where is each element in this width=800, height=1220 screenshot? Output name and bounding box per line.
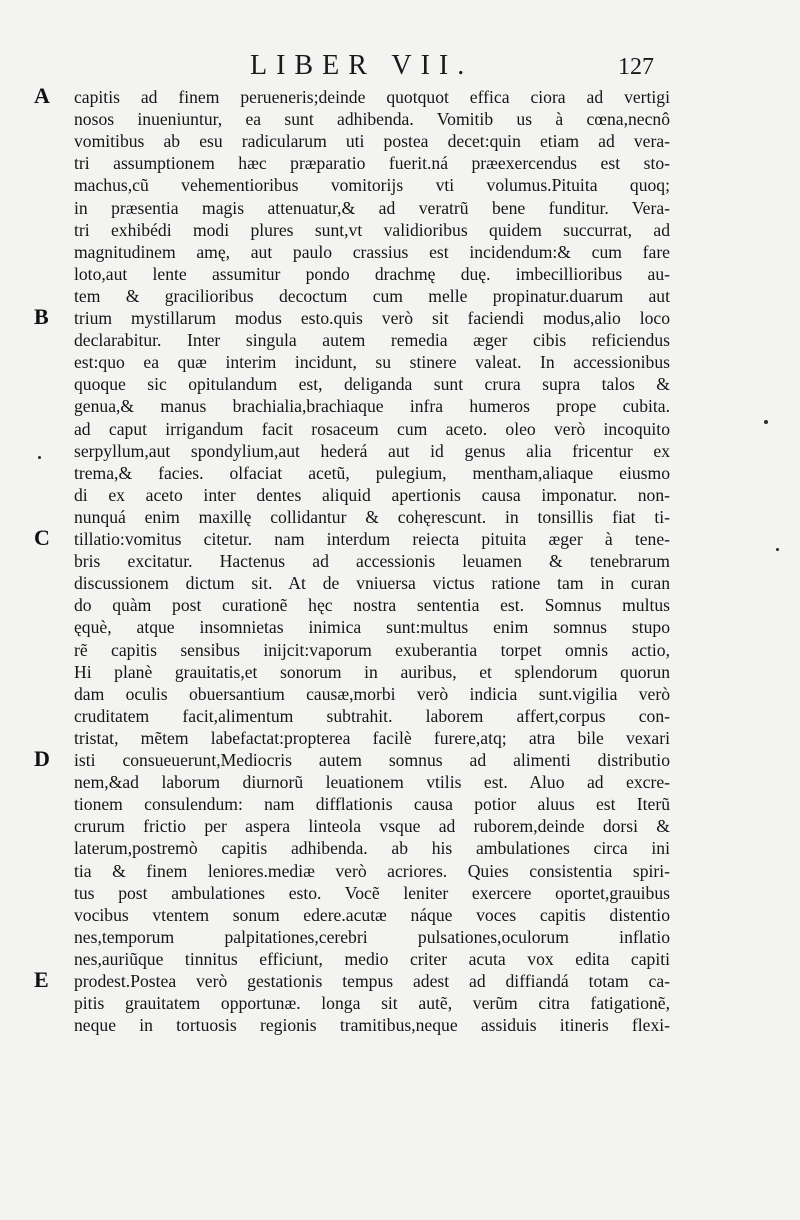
text-line (0, 285, 800, 307)
text-line (0, 661, 800, 683)
text-line (0, 904, 800, 926)
text-line (0, 926, 800, 948)
line-text: genua,& manus brachialia,brachiaque infra humeros prope cubita. (74, 396, 670, 416)
text-line (0, 639, 800, 661)
text-line (0, 705, 800, 727)
text-line (0, 108, 800, 130)
text-line (0, 771, 800, 793)
line-text: est:quo ea quæ interim incidunt, su stinere valeat. In accessionibus (74, 352, 670, 372)
line-text: ęquè, atque insomnietas inimica sunt:multus enim somnus stupo (74, 617, 670, 637)
line-text: tri exhibédi modi plures sunt,vt validioribus quidem succurrat, ad (74, 220, 670, 240)
text-line (0, 727, 800, 749)
text-line (0, 683, 800, 705)
text-line (0, 948, 800, 970)
text-line (0, 815, 800, 837)
text-line (0, 616, 800, 638)
text-line (0, 837, 800, 859)
text-line (0, 329, 800, 351)
line-text: bris excitatur. Hactenus ad accessionis leuamen & tenebrarum (74, 551, 670, 571)
line-text: discussionem dictum sit. At de vniuersa victus ratione tam in curan (74, 573, 670, 593)
line-text: capitis ad finem perueneris;deinde quotquot effica ciora ad vertigi (74, 87, 670, 107)
line-text: di ex aceto inter dentes aliquid apertionis causa imponatur. non- (74, 485, 670, 505)
text-line (0, 746, 800, 771)
ink-speck (38, 456, 41, 459)
line-text: nunquá enim maxillę collidantur & cohęrescunt. in tonsillis fiat ti- (74, 507, 670, 527)
ink-speck (764, 420, 768, 424)
line-text: tus post ambulationes esto. Vocẽ leniter exercere oportet,grauibus (74, 883, 670, 903)
line-text: tillatio:vomitus citetur. nam interdum reiecta pituita æger à tene- (74, 529, 670, 549)
line-text: vomitibus ab esu radicularum uti postea decet:quin etiam ad vera- (74, 131, 670, 151)
line-text: declarabitur. Inter singula autem remedia æger cibis reficiendus (74, 330, 670, 350)
line-text: prodest.Postea verò gestationis tempus adest ad diffiandá totam ca- (74, 971, 670, 991)
text-line (0, 484, 800, 506)
text-line (0, 130, 800, 152)
text-line (0, 152, 800, 174)
page-header (0, 44, 800, 84)
text-line (0, 174, 800, 196)
margin-section-letter: C (34, 525, 50, 550)
margin-section-letter: B (34, 304, 49, 329)
line-text: pitis grauitatem opportunæ. longa sit autẽ, verũm citra fatigationẽ, (74, 993, 670, 1013)
line-text: rẽ capitis sensibus inijcit:vaporum exuberantia torpet omnis actio, (74, 640, 670, 660)
line-text: ad caput irrigandum facit rosaceum cum aceto. oleo verò incoquito (74, 419, 670, 439)
text-line (0, 241, 800, 263)
line-text: dam oculis obuersantium causæ,morbi verò indicia sunt.vigilia verò (74, 684, 670, 704)
text-line (0, 219, 800, 241)
text-line (0, 525, 800, 550)
line-text: isti consueuerunt,Mediocris autem somnus ad alimenti distributio (74, 750, 670, 770)
line-text: vocibus vtentem sonum edere.acutæ náque voces capitis distentio (74, 905, 670, 925)
text-line (0, 550, 800, 572)
text-line (0, 462, 800, 484)
text-line (0, 967, 800, 992)
line-text: tionem consulendum: nam difflationis causa potior aluus est Iterũ (74, 794, 670, 814)
text-line (0, 572, 800, 594)
text-line (0, 263, 800, 285)
line-text: tia & finem leniores.mediæ verò acriores. Quies consistentia spiri- (74, 861, 670, 881)
text-line (0, 440, 800, 462)
margin-section-letter: D (34, 746, 50, 771)
text-line (0, 1014, 800, 1036)
text-line (0, 793, 800, 815)
margin-section-letter: E (34, 967, 49, 992)
line-text: neque in tortuosis regionis tramitibus,neque assiduis itineris flexi- (74, 1015, 670, 1035)
line-text: do quàm post curationẽ hęc nostra sententia est. Somnus multus (74, 595, 670, 615)
text-line (0, 304, 800, 329)
line-text: cruditatem facit,alimentum subtrahit. laborem affert,corpus con- (74, 706, 670, 726)
line-text: machus,cũ vehementioribus vomitorijs vti volumus.Pituita quoq; (74, 175, 670, 195)
line-text: loto,aut lente assumitur pondo drachmę duę. imbecillioribus au- (74, 264, 670, 284)
text-line (0, 373, 800, 395)
line-text: nes,auriũque tinnitus efficiunt, medio criter acuta vox edita capiti (74, 949, 670, 969)
line-text: crurum frictio per aspera linteola vsque ad ruborem,deinde dorsi & (74, 816, 670, 836)
text-line (0, 594, 800, 616)
line-text: tem & gracilioribus decoctum cum melle propinatur.duarum aut (74, 286, 670, 306)
text-line (0, 83, 800, 108)
line-text: trema,& facies. olfaciat acetũ, pulegium, mentham,aliaque eiusmo (74, 463, 670, 483)
line-text: laterum,postremò capitis adhibenda. ab his ambulationes circa ini (74, 838, 670, 858)
line-text: quoque sic opitulandum est, deliganda sunt crura supra talos & (74, 374, 670, 394)
line-text: Hi planè grauitatis,et sonorum in auribus, et splendorum quorun (74, 662, 670, 682)
line-text: trium mystillarum modus esto.quis verò sit faciendi modus,alio loco (74, 308, 670, 328)
line-text: serpyllum,aut spondylium,aut hederá aut id genus alia fricentur ex (74, 441, 670, 461)
ink-speck (776, 548, 779, 551)
line-text: tristat, mẽtem labefactat:propterea facilè furere,atq; atra bile vexari (74, 728, 670, 748)
text-line (0, 860, 800, 882)
line-text: magnitudinem amę, aut paulo crassius est incidendum:& cum fare (74, 242, 670, 262)
text-line (0, 418, 800, 440)
text-line (0, 351, 800, 373)
running-title: LIBER VII. (250, 50, 474, 81)
line-text: nem,&ad laborum diurnorũ leuationem vtilis est. Aluo ad excre- (74, 772, 670, 792)
margin-section-letter: A (34, 83, 50, 108)
page-number: 127 (618, 54, 654, 80)
line-text: nosos inueniuntur, ea sunt adhibenda. Vomitib us à cœna,necnô (74, 109, 670, 129)
text-line (0, 395, 800, 417)
text-line (0, 882, 800, 904)
line-text: nes,temporum palpitationes,cerebri pulsationes,oculorum inflatio (74, 927, 670, 947)
text-line (0, 992, 800, 1014)
line-text: in præsentia magis attenuatur,& ad veratrũ bene funditur. Vera- (74, 198, 670, 218)
text-line (0, 197, 800, 219)
text-line (0, 506, 800, 528)
line-text: tri assumptionem hæc præparatio fuerit.ná præexercendus est sto- (74, 153, 670, 173)
